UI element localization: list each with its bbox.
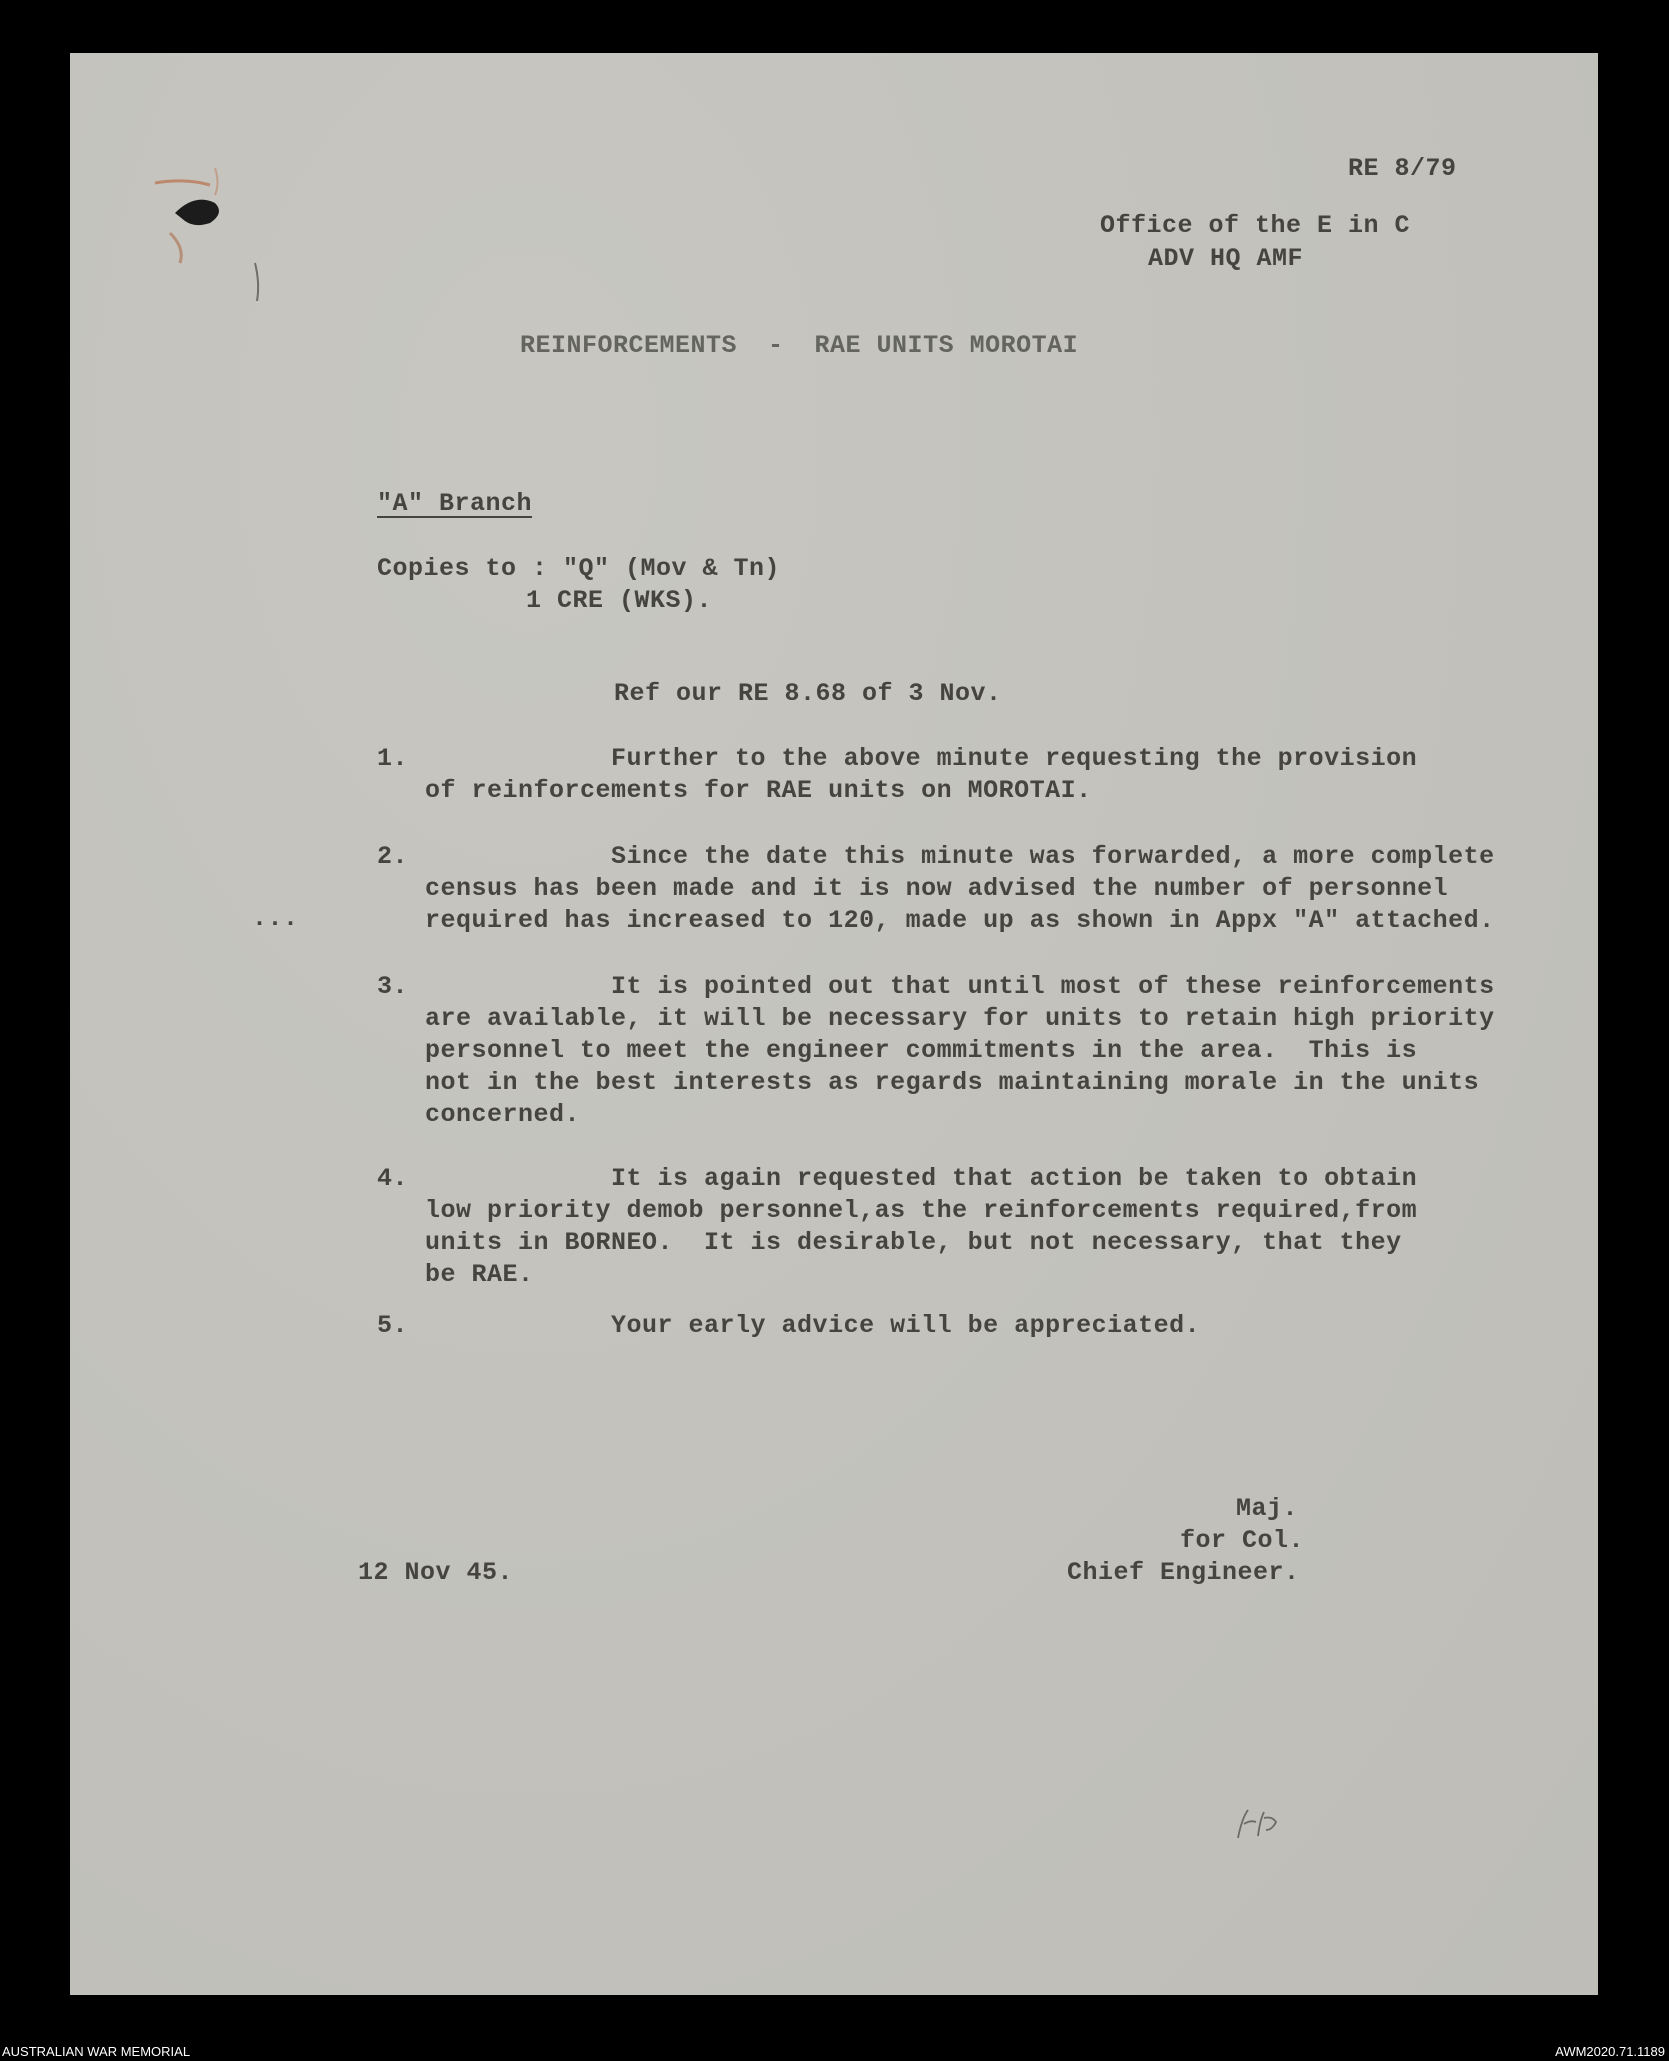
footer-accession-number: AWM2020.71.1189 <box>1555 2044 1665 2059</box>
document-date: 12 Nov 45. <box>358 1558 514 1587</box>
signature-rank: Maj. <box>1236 1494 1299 1523</box>
reference-line: Ref our RE 8.68 of 3 Nov. <box>614 679 1002 708</box>
paragraph-3-line-1: It is pointed out that until most of these reinforcements <box>425 972 1495 1001</box>
paragraph-4-line-1: It is again requested that action be taken to obtain <box>425 1164 1418 1193</box>
copies-line-2: 1 CRE (WKS). <box>526 586 713 615</box>
paragraph-4-line-4: be RAE. <box>425 1260 534 1289</box>
paragraph-2-line-1: Since the date this minute was forwarded, a more complete <box>425 842 1495 871</box>
paragraph-4-line-3: units in BORNEO. It is desirable, but not necessary, that they <box>425 1228 1402 1257</box>
copies-line-1: Copies to : "Q" (Mov & Tn) <box>377 554 781 583</box>
paragraph-3-number: 3. <box>377 972 409 1001</box>
paragraph-3-line-2: are available, it will be necessary for units to retain high priority <box>425 1004 1495 1033</box>
paragraph-2-line-2: census has been made and it is now advised the number of personnel <box>425 874 1449 903</box>
paragraph-4-line-2: low priority demob personnel,as the reinforcements required,from <box>425 1196 1418 1225</box>
paragraph-3-line-4: not in the best interests as regards maintaining morale in the units <box>425 1068 1480 1097</box>
document-page <box>70 53 1598 1995</box>
paragraph-2-line-3: required has increased to 120, made up as shown in Appx "A" attached. <box>425 906 1495 935</box>
office-line-1: Office of the E in C <box>1100 211 1411 240</box>
paragraph-5-line-1: Your early advice will be appreciated. <box>425 1311 1201 1340</box>
paragraph-5-number: 5. <box>377 1311 409 1340</box>
footer-institution: AUSTRALIAN WAR MEMORIAL <box>2 2044 191 2059</box>
margin-dots: ... <box>252 904 299 933</box>
office-line-2: ADV HQ AMF <box>1148 244 1304 273</box>
paragraph-2-number: 2. <box>377 842 409 871</box>
document-reference: RE 8/79 <box>1348 154 1457 183</box>
paragraph-1-line-2: of reinforcements for RAE units on MOROTAI. <box>425 776 1092 805</box>
document-title: REINFORCEMENTS - RAE UNITS MOROTAI <box>520 331 1079 360</box>
rust-stain-mark <box>115 123 275 313</box>
paragraph-3-line-3: personnel to meet the engineer commitments in the area. This is <box>425 1036 1418 1065</box>
paragraph-1-line-1: Further to the above minute requesting the provision <box>425 744 1418 773</box>
handwritten-initials <box>1230 1798 1290 1848</box>
addressee: "A" Branch <box>377 489 533 518</box>
signature-for: for Col. <box>1180 1526 1305 1555</box>
signature-title: Chief Engineer. <box>1067 1558 1300 1587</box>
paragraph-4-number: 4. <box>377 1164 409 1193</box>
paragraph-1-number: 1. <box>377 744 409 773</box>
paragraph-3-line-5: concerned. <box>425 1100 581 1129</box>
